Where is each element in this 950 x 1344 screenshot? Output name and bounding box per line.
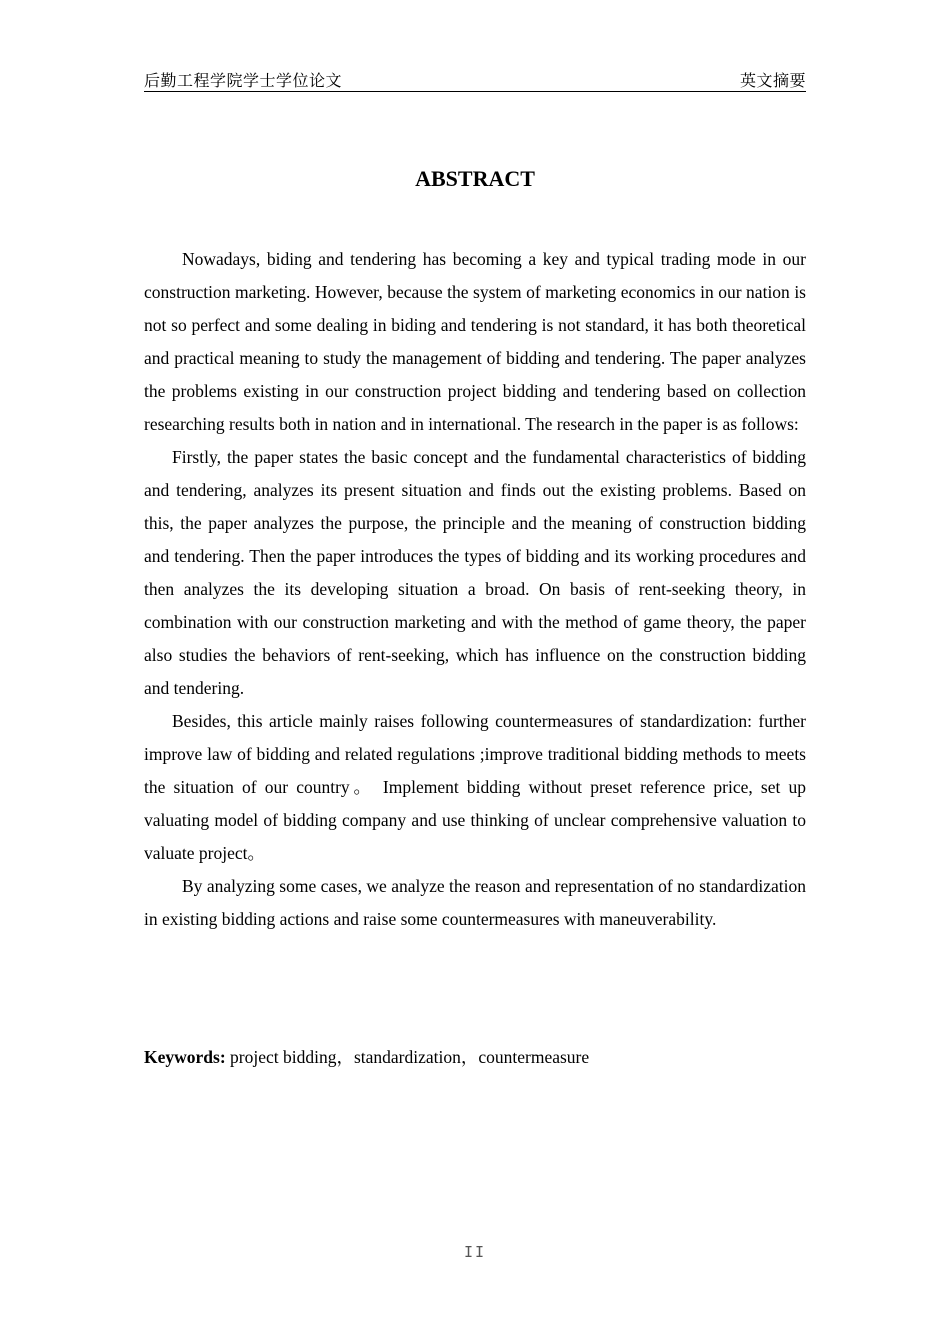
page-number: II [463,1243,487,1261]
keywords-label: Keywords: [144,1047,226,1067]
abstract-paragraph: By analyzing some cases, we analyze the reason and representation of no standardization in existing bidding actions and raise some countermeasures with maneuverability. [144,876,806,929]
keywords-text: project bidding，standardization，countermeasure [225,1047,590,1067]
abstract-paragraph: Firstly, the paper states the basic concept and the fundamental characteristics of bidding and tendering, analyzes its present situation and finds out the existing problems. Based on this, the paper analyzes the purpose, the principle and the meaning of construction bidding and tendering. Then the paper introduces the types of bidding and its working procedures and then analyzes the its developing situation a broad. On basis of rent-seeking theory, in combination with our construction marketing and with the method of game theory, the paper also studies the behaviors of rent-seeking, which has influence on the construction bidding and tendering. [144,447,806,698]
keywords-line [144,1041,806,1074]
abstract-title: ABSTRACT [415,166,535,191]
abstract-body [144,243,806,936]
thesis-title: 后勤工程学院学士学位论文 [144,71,343,90]
section-name: 英文摘要 [739,71,806,90]
page-header [144,64,806,92]
abstract-paragraph: Nowadays, biding and tendering has becoming a key and typical trading mode in our construction marketing. However, because the system of marketing economics in our nation is not so perfect and some dealing in biding and tendering is not standard, it has both theoretical and practical meaning to study the management of bidding and tendering. The paper analyzes the problems existing in our construction project bidding and tendering based on collection researching results both in nation and in international. The research in the paper is as follows: [144,249,806,434]
abstract-paragraph: Besides, this article mainly raises following countermeasures of standardization: further improve law of bidding and related regulations ;improve traditional bidding methods to meets the situation of our country。 Implement bidding without preset reference price, set up valuating model of bidding company and use thinking of unclear comprehensive valuation to valuate project。 [144,711,806,863]
